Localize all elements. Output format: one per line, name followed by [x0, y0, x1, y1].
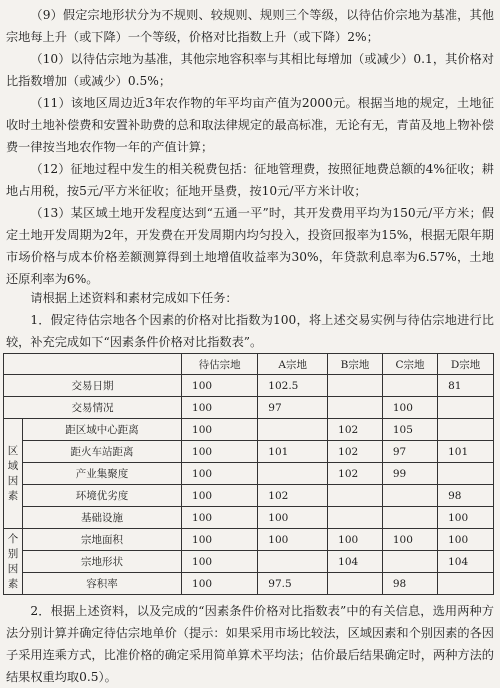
table-cell — [258, 463, 328, 485]
header-c: C宗地 — [382, 354, 437, 375]
table-cell: 100 — [182, 463, 258, 485]
row-label: 交易情况 — [4, 397, 182, 419]
table-row — [4, 485, 494, 507]
table-cell — [258, 419, 328, 441]
table-cell: 101 — [258, 441, 328, 463]
paragraph-12: （12）征地过程中发生的相关税费包括：征地管理费，按照征地费总额的4%征收；耕地占用税，按5元/平方米征收；征地开垦费，按10元/平方米计收； — [6, 162, 494, 198]
table-cell — [438, 573, 494, 595]
table-cell — [328, 375, 383, 397]
table-cell — [438, 463, 494, 485]
table-cell — [258, 551, 328, 573]
header-subject: 待估宗地 — [182, 354, 258, 375]
table-cell — [382, 551, 437, 573]
row-label: 交易日期 — [4, 375, 182, 397]
paragraph-13: （13）某区域土地开发程度达到“五通一平”时，其开发费用平均为150元/平方米；假定土地开发周期为2年，开发费在开发周期内均匀投入，投资回报率为15%，根据无限年期市场价格与成本价格差额测算得到土地增值收益率为30%，年贷款利息率为6.57%，土地还原利率为6%。 — [6, 206, 494, 286]
row-label: 基础设施 — [23, 507, 182, 529]
table-cell: 100 — [258, 507, 328, 529]
factor-comparison-table — [3, 353, 494, 595]
table-cell: 104 — [328, 551, 383, 573]
row-label: 容积率 — [23, 573, 182, 595]
row-label: 产业集聚度 — [23, 463, 182, 485]
table-row — [4, 463, 494, 485]
table-cell: 99 — [382, 463, 437, 485]
group-individual-label: 个别因素 — [7, 532, 19, 590]
table-row — [4, 397, 494, 419]
table-cell: 100 — [182, 573, 258, 595]
table-cell: 98 — [438, 485, 494, 507]
table-cell: 97 — [382, 441, 437, 463]
table-cell: 100 — [328, 529, 383, 551]
table-row — [4, 375, 494, 397]
table-cell: 100 — [182, 397, 258, 419]
task-1: 1．假定待估宗地各个因素的价格对比指数为100，将上述交易实例与待估宗地进行比较，补充完成如下“因素条件价格对比指数表”。 — [6, 313, 494, 349]
table-row — [4, 529, 494, 551]
table-cell — [382, 507, 437, 529]
header-b: B宗地 — [328, 354, 383, 375]
table-row — [4, 573, 494, 595]
task-2: 2．根据上述资料，以及完成的“因素条件价格对比指数表”中的有关信息，选用两种方法分别计算并确定待估宗地单价（提示：如果采用市场比较法，区域因素和个别因素的各因子采用连乘方式，比准价格的确定采用简单算术平均法；估价最后结果确定时，两种方法的结果权重均取0.5）。 — [6, 604, 494, 684]
table-cell: 100 — [182, 529, 258, 551]
table-cell: 98 — [382, 573, 437, 595]
header-a: A宗地 — [258, 354, 328, 375]
row-label: 距区域中心距离 — [23, 419, 182, 441]
table-cell — [328, 397, 383, 419]
table-cell — [328, 507, 383, 529]
table-cell: 81 — [438, 375, 494, 397]
paragraph-9: （9）假定宗地形状分为不规则、较规则、规则三个等级，以待估价宗地为基准，其他宗地每上升（或下降）一个等级，价格对比指数上升（或下降）2%； — [6, 8, 494, 44]
table-cell: 102.5 — [258, 375, 328, 397]
table-cell — [382, 485, 437, 507]
header-d: D宗地 — [438, 354, 494, 375]
table-cell: 100 — [438, 529, 494, 551]
table-cell — [438, 397, 494, 419]
table-cell — [328, 573, 383, 595]
table-cell: 100 — [182, 441, 258, 463]
table-cell: 100 — [182, 485, 258, 507]
table-cell — [382, 375, 437, 397]
table-cell: 100 — [182, 419, 258, 441]
table-header-row — [4, 354, 494, 375]
table-cell: 100 — [258, 529, 328, 551]
table-cell: 100 — [182, 375, 258, 397]
table-cell: 100 — [182, 507, 258, 529]
table-cell: 100 — [438, 507, 494, 529]
table-cell: 102 — [328, 419, 383, 441]
group-regional-label: 区域因素 — [7, 444, 19, 502]
table-cell — [328, 485, 383, 507]
table-row — [4, 419, 494, 441]
table-cell: 102 — [328, 441, 383, 463]
table-row — [4, 551, 494, 573]
table-cell — [438, 419, 494, 441]
table-cell: 102 — [328, 463, 383, 485]
table-row — [4, 507, 494, 529]
paragraph-11: （11）该地区周边近3年农作物的年平均亩产值为2000元。根据当地的规定，土地征收时土地补偿费和安置补助费的总和取法律规定的最高标准，无论有无，青苗及地上物补偿费一律按当地农作物一年的产值计算； — [6, 96, 494, 154]
paragraph-10: （10）以待估宗地为基准，其他宗地容积率与其相比每增加（或减少）0.1，其价格对比指数增加（或减少）0.5%； — [6, 52, 494, 88]
table-cell: 100 — [382, 397, 437, 419]
row-label: 距火车站距离 — [23, 441, 182, 463]
task-intro: 请根据上述资料和素材完成如下任务： — [30, 291, 238, 305]
table-cell: 105 — [382, 419, 437, 441]
table-row — [4, 441, 494, 463]
group-regional — [4, 419, 23, 529]
row-label: 环境优劣度 — [23, 485, 182, 507]
row-label: 宗地形状 — [23, 551, 182, 573]
group-individual — [4, 529, 23, 595]
header-factor — [4, 354, 182, 375]
table-cell: 104 — [438, 551, 494, 573]
table-cell: 97 — [258, 397, 328, 419]
table-cell: 102 — [258, 485, 328, 507]
table-cell: 101 — [438, 441, 494, 463]
row-label: 宗地面积 — [23, 529, 182, 551]
table-cell: 97.5 — [258, 573, 328, 595]
table-cell: 100 — [182, 551, 258, 573]
table-cell: 100 — [382, 529, 437, 551]
